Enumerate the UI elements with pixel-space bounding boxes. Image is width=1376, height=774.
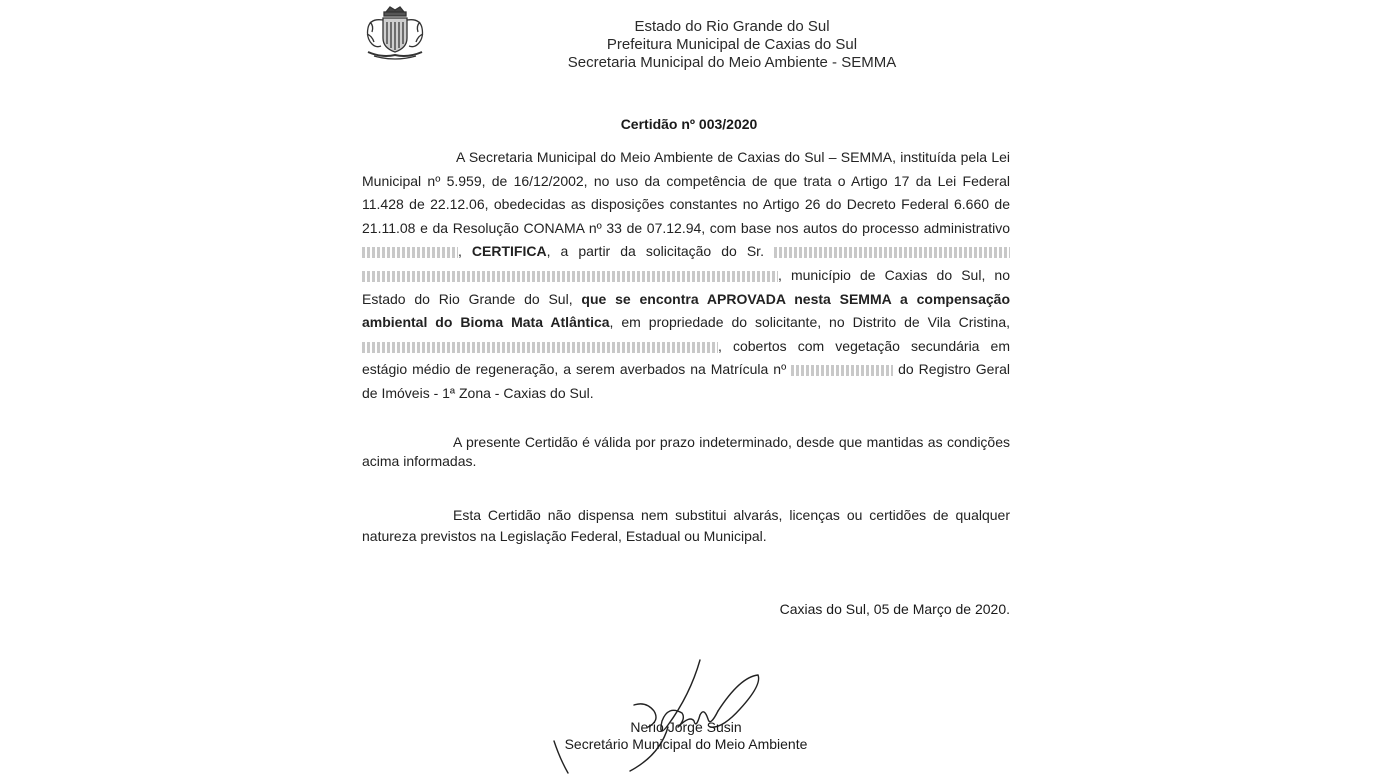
redacted-process-number [362, 247, 458, 258]
approval-statement: que se encontra APROVADA nesta SEMMA a compensação ambiental do Bioma Mata Atlântica [362, 290, 1010, 331]
paragraph-disclaimer: Esta Certidão não dispensa nem substitui alvarás, licenças ou certidões de qualquer natureza previstos na Legislação Federal, Estadual ou Municipal. [362, 507, 1010, 544]
signatory-block [540, 719, 832, 753]
redacted-applicant-address [362, 271, 778, 282]
handwritten-signature-icon [550, 655, 780, 774]
signatory-name: Nerio Jorge Susin [630, 719, 742, 735]
header-prefecture: Prefeitura Municipal de Caxias do Sul [606, 36, 858, 53]
certifica-keyword: CERTIFICA [471, 243, 547, 260]
paragraph-main: A Secretaria Municipal do Meio Ambiente de Caxias do Sul – SEMMA, instituída pela Lei Municipal nº 5.959, de 16/12/2002, no uso da competência de que trata o Artigo 17 da Lei Federal 11.428 de 22.12.06, obedecidas as disposições constantes no Artigo 26 do Decreto Federal 6.660 de 21.11.08 e da Resolução CONAMA nº 33 de 07.12.94, com base nos autos do processo administrativo , CERTIFICA, a partir da solicitação do Sr. , município de Caxias do Sul, no Estado do Rio Grande do Sul, que se encontra APROVADA nesta SEMMA a compensação ambiental do Bioma Mata Atlântica, em propriedade do solicitante, no Distrito de Vila Cristina, , cobertos com vegetação secundária em estágio médio de regeneração, a serem averbados na Matrícula nº do Registro Geral de Imóveis - 1ª Zona - Caxias do Sul. [362, 149, 1011, 401]
municipal-coat-of-arms-icon [362, 4, 428, 62]
signatory-role: Secretário Municipal do Meio Ambiente [564, 736, 808, 752]
issue-date: Caxias do Sul, 05 de Março de 2020. [779, 601, 1010, 617]
redacted-registry-number [791, 365, 893, 376]
paragraph-main-intro: A Secretaria Municipal do Meio Ambiente de Caxias do Sul – SEMMA, instituída pela Lei Municipal nº 5.959, de 16/12/2002, no uso da competência de que trata o Artigo 17 da Lei Federal 11.428 de 22.12.06, obedecidas as disposições constantes no Artigo 26 do Decreto Federal 6.660 de 21.11.08 e da Resolução CONAMA nº 33 de 07.12.94, com base nos autos do processo administrativo [362, 149, 1010, 236]
header-secretariat: Secretaria Municipal do Meio Ambiente - SEMMA [567, 54, 897, 71]
certificate-title: Certidão nº 003/2020 [620, 116, 758, 132]
header-state: Estado do Rio Grande do Sul [634, 18, 830, 35]
redacted-area [362, 342, 718, 353]
redacted-applicant-name [774, 247, 1010, 258]
letterhead [540, 18, 924, 72]
paragraph-validity: A presente Certidão é válida por prazo indeterminado, desde que mantidas as condições acima informadas. [362, 434, 1010, 469]
